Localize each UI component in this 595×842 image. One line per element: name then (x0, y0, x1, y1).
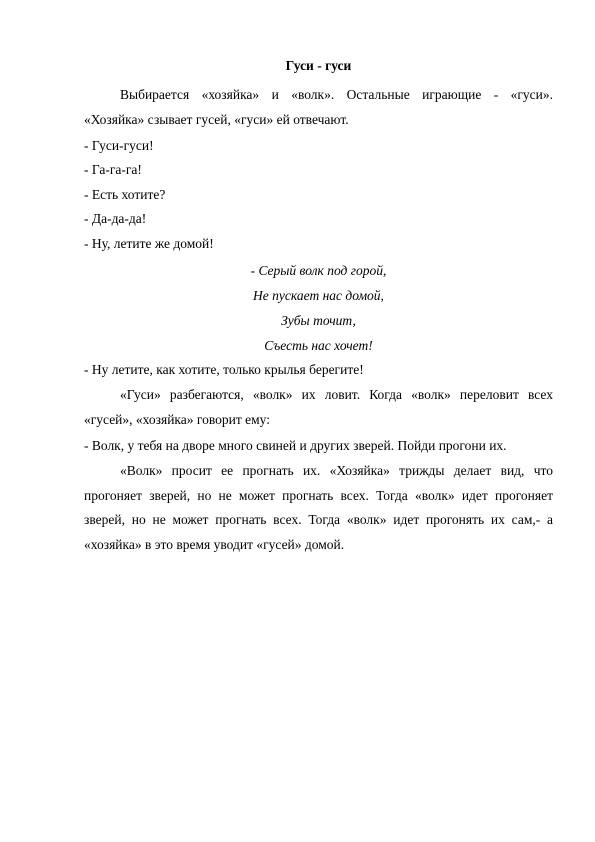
dialogue-line-5: - Ну, летите же домой! (84, 236, 214, 251)
dialogue-line-1: - Гуси-гуси! (84, 138, 154, 153)
wolf-line: - Волк, у тебя на дворе много свиней и других зверей. Пойди прогони их. (84, 438, 507, 453)
document-title: Гуси - гуси (285, 58, 352, 73)
intro-paragraph: Выбирается «хозяйка» и «волк». Остальные играющие - «гуси». «Хозяйка» сзывает гусей, «гуси» ей отвечают. (84, 87, 553, 127)
after-verse-line: - Ну летите, как хотите, только крылья берегите! (84, 362, 364, 377)
paragraph-3: «Волк» просит ее прогнать их. «Хозяйка» трижды делает вид, что прогоняет зверей, но не может прогнать всех. Тогда «волк» идет прогоняет зверей, но не может прогнать всех. Тогда «волк» идет прогонять их сам,- а «хозяйка» в это время уводит «гусей» домой. (84, 463, 553, 552)
dialogue-line-4: - Да-да-да! (84, 211, 147, 226)
paragraph-2: «Гуси» разбегаются, «волк» их ловит. Когда «волк» переловит всех «гусей», «хозяйка» говорит ему: (84, 387, 553, 427)
dialogue-line-3: - Есть хотите? (84, 187, 166, 202)
verse-line-2: Не пускает нас домой, (253, 288, 384, 303)
verse-line-4: Съесть нас хочет! (264, 338, 373, 353)
verse-line-3: Зубы точит, (281, 313, 356, 328)
verse-line-1: - Серый волк под горой, (250, 263, 387, 278)
dialogue-line-2: - Га-га-га! (84, 162, 142, 177)
